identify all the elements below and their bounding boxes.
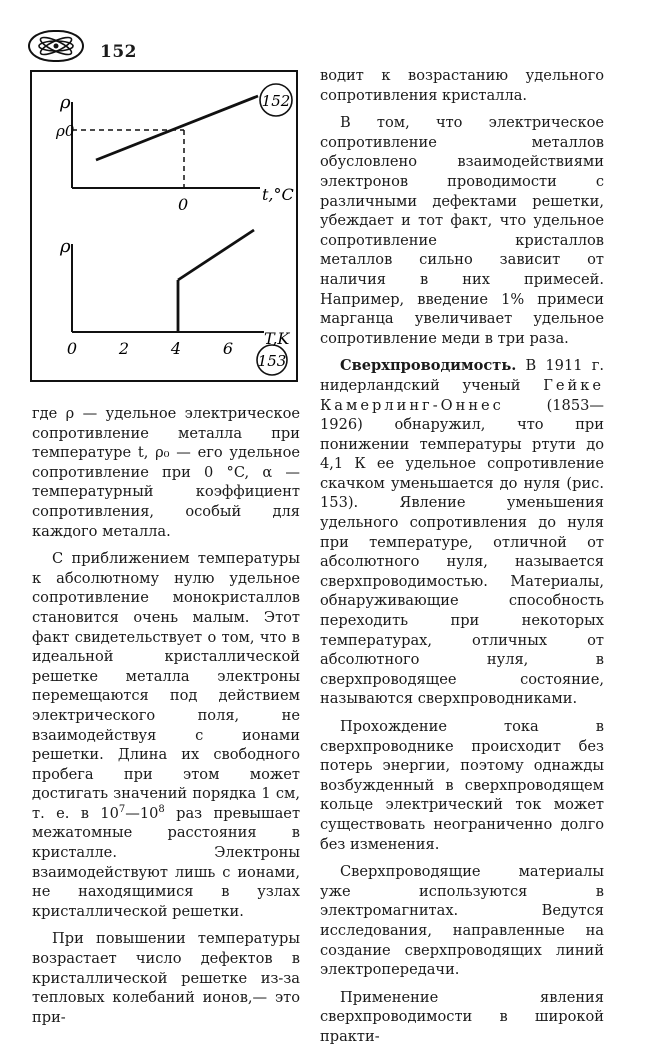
fig152-rho0-label: ρ0 <box>56 122 75 140</box>
left-column-text <box>32 404 300 1035</box>
right-column-text <box>320 66 604 1055</box>
right-paragraph-2: В том, что электрическое сопротивление металлов обусловлено взаимодействиями электронов проводимости с различными дефектами решетки, убеждает и тот факт, что удельное сопротивление кристаллов металлов сильно зависит от наличия в них примесей. Например, введение 1% примеси марганца увеличивает удельное сопротивление меди в три раза. <box>320 114 604 347</box>
fig153-tick-6: 6 <box>222 339 234 358</box>
fig153-tick-4: 4 <box>170 339 182 358</box>
left-paragraph-2: С приближением температуры к абсолютному нулю удельное сопротивление монокристаллов становится очень малым. Этот факт свидетельствует о том, что в идеальной кристаллической решетке металла электроны перемещаются под действием электрического поля, не взаимодействуя с ионами решетки. Длина их свободного пробега при этом может достигать значений порядка 1 см, т. е. в $10^7—10^8$ раз превышает межатомные расстояния в кристалле. Электроны взаимодействуют лишь с ионами, не находящимися в узлах кристаллической решетки. <box>32 550 301 920</box>
fig152-y-label: ρ <box>60 92 71 113</box>
right-paragraph-4: Прохождение тока в сверхпроводнике происходит без потерь энергии, поэтому однажды возбужденный в сверхпроводящем кольце электрический ток может существовать неограниченно долго без изменения. <box>320 718 604 853</box>
fig152-x-label: t,°C <box>262 185 294 204</box>
scientist-name: Гейке Камерлинг-Оннес <box>320 376 604 414</box>
fig153-x-label: T,K <box>264 329 290 348</box>
page-number: 152 <box>100 42 137 62</box>
fig153-tick-0: 0 <box>66 339 78 358</box>
atom-emblem-icon <box>28 30 84 62</box>
figure-153 <box>59 230 290 375</box>
right-paragraph-6: Применение явления сверхпроводимости в широкой практи- <box>320 988 604 1045</box>
left-paragraph-3: При повышении температуры возрастает число дефектов в кристаллической решетке из-за тепловых колебаний ионов,— это при- <box>32 930 300 1026</box>
fig152-number: 152 <box>261 92 291 110</box>
fig153-number: 153 <box>257 352 287 370</box>
fig153-y-label: ρ <box>60 236 71 257</box>
right-paragraph-5: Сверхпроводящие материалы уже используются в электромагнитах. Ведутся исследования, направленные на создание сверхпроводящих линий электропередачи. <box>320 863 604 979</box>
fig152-zero-label: 0 <box>178 195 189 214</box>
fig152-resistivity-line <box>96 96 258 160</box>
left-paragraph-1: где ρ — удельное электрическое сопротивление металла при температуре t, ρ₀ — его удельное сопротивление при 0 °C, α — температурный коэффициент сопротивления, особый для каждого металла. <box>32 405 300 540</box>
right-paragraph-1: водит к возрастанию удельного сопротивления кристалла. <box>320 67 604 104</box>
section-heading-superconductivity: Сверхпроводимость. <box>340 357 517 375</box>
figure-152 <box>55 84 294 214</box>
fig153-resistivity-line <box>178 230 254 280</box>
fig153-tick-2: 2 <box>118 339 130 358</box>
right-paragraph-3: Сверхпроводимость. В 1911 г. нидерландский ученый Гейке Камерлинг-Оннес (1853—1926) обнаружил, что при понижении температуры ртути до 4,1 К ее удельное сопротивление скачком уменьшается до нуля (рис. 153). Явление уменьшения удельного сопротивления до нуля при температуре, отличной от абсолютного нуля, называется сверхпроводимостью. Материалы, обнаруживающие способность переходить при некоторых температурах, отличных от абсолютного нуля, в сверхпроводящее состояние, называются сверхпроводниками. <box>320 357 604 708</box>
figures-152-153 <box>30 70 298 382</box>
